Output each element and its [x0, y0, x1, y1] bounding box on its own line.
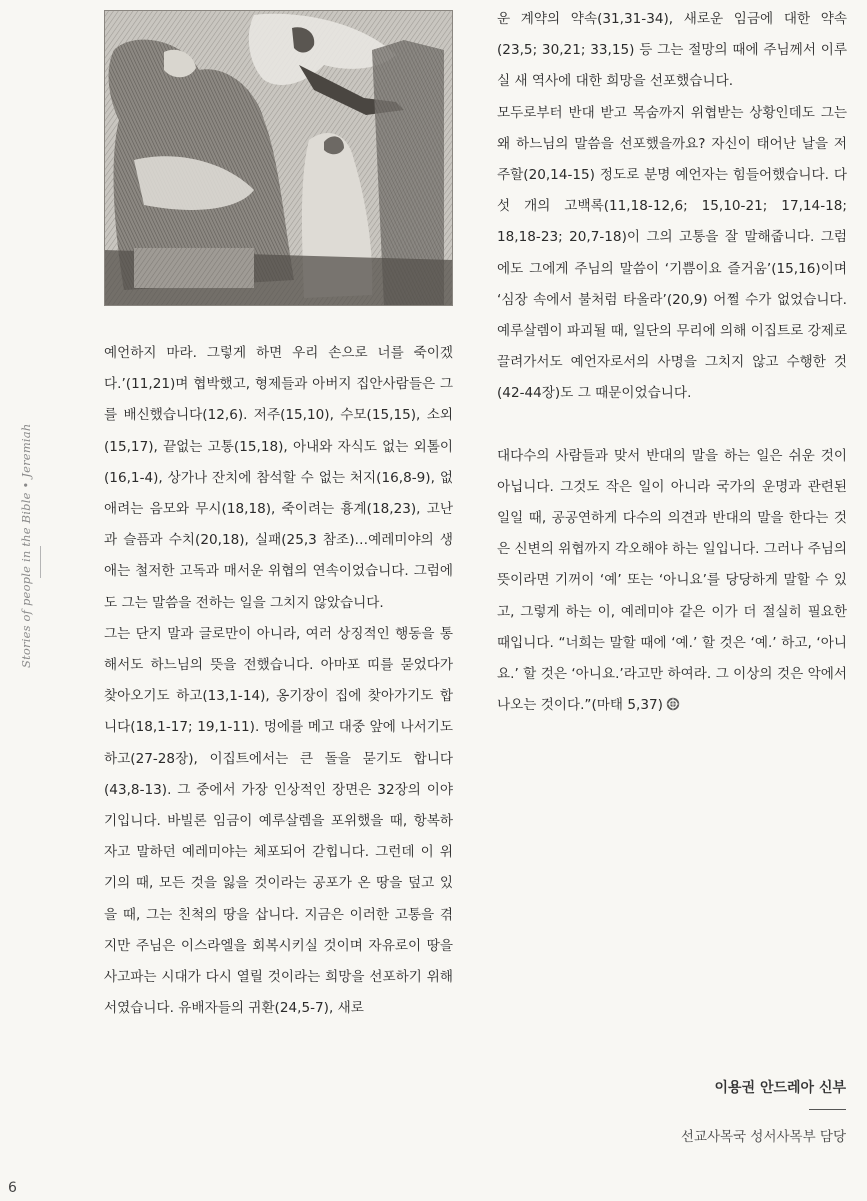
body-paragraph — [497, 441, 847, 722]
series-title: Stories of people in the Bible — [19, 492, 33, 668]
paragraph-gap — [497, 410, 847, 441]
author-name: 이용권 안드레아 신부 — [714, 1080, 846, 1096]
bullet-separator: • — [19, 481, 33, 489]
right-text-column — [497, 4, 847, 721]
body-paragraph: 운 계약의 약속(31,31-34), 새로운 임금에 대한 약속(23,5; 30,21; 33,15) 등 그는 절망의 때에 주님께서 이루실 새 역사에 대한 희망을 선포했습니다. — [497, 11, 847, 90]
author-role: 선교사목국 성서사목부 담당 — [680, 1129, 846, 1145]
jeremiah-engraving-illustration — [104, 10, 453, 306]
end-mark-icon — [666, 692, 680, 706]
page-number: 6 — [8, 1180, 17, 1196]
left-text-column — [104, 338, 453, 1024]
body-paragraph: 예언하지 마라. 그렇게 하면 우리 손으로 너를 죽이겠다.’(11,21)며 협박했고, 형제들과 아버지 집안사람들은 그를 배신했습니다(12,6). 저주(15,10), 수모(15,15), 소외(15,17), 끝없는 고통(15,18), 아내와 자식도 없는 외톨이(16,1-4), 상가나 잔치에 참석할 수 없는 처지(16,8-9), 없애려는 음모와 무시(18,18), 죽이려는 흉계(18,23), 고난과 슬픔과 수치(20,18), 실패(25,3 참조)…예레미야의 생애는 철저한 고독과 매서운 위협의 연속이었습니다. 그럼에도 그는 말씀을 전하는 일을 그치지 않았습니다. — [104, 345, 453, 611]
closing-quote-text: 대다수의 사람들과 맞서 반대의 말을 하는 일은 쉬운 것이 아닙니다. 그것도 작은 일이 아니라 국가의 운명과 관련된 일일 때, 공공연하게 다수의 의견과 반대의 말을 한다는 것은 신변의 위협까지 각오해야 하는 일입니다. 그러나 주님의 뜻이라면 기꺼이 ‘예’ 또는 ‘아니요’를 당당하게 말할 수 있고, 그렇게 하는 이, 예레미야 같은 이가 더 절실히 필요한 때입니다. “너희는 말할 때에 ‘예.’ 할 것은 ‘예.’ 하고, ‘아니요.’ 할 것은 ‘아니요.’라고만 하여라. 그 이상의 것은 악에서 나오는 것이다.”(마태 5,37) — [497, 447, 847, 714]
author-divider — [809, 1109, 846, 1110]
body-paragraph: 모두로부터 반대 받고 목숨까지 위협받는 상황인데도 그는 왜 하느님의 말씀을 선포했을까요? 자신이 태어난 날을 저주할(20,14-15) 정도로 분명 예언자는 힘들어했습니다. 다섯 개의 고백록(11,18-12,6; 15,10-21; 17,14-18; 18,18-23; 20,7-18)이 그의 고통을 잘 말해줍니다. 그럼에도 그에게 주님의 말씀이 ‘기쁨이요 즐거움’(15,16)이며 ‘심장 속에서 불처럼 타올라’(20,9) 어쩔 수가 없었습니다. 예루살렘이 파괴될 때, 일단의 무리에 의해 이집트로 강제로 끌려가서도 예언자로서의 사명을 그치지 않고 수행한 것(42-44장)도 그 때문이었습니다. — [497, 104, 847, 402]
topic-title: Jeremiah — [19, 423, 33, 478]
body-paragraph: 그는 단지 말과 글로만이 아니라, 여러 상징적인 행동을 통해서도 하느님의 뜻을 전했습니다. 아마포 띠를 묻었다가 찾아오기도 하고(13,1-14), 옹기장이 집에 찾아가기도 합니다(18,1-17; 19,1-11). 멍에를 메고 대중 앞에 나서기도 하고(27-28장), 이집트에서는 큰 돌을 묻기도 합니다(43,8-13). 그 중에서 가장 인상적인 장면은 32장의 이야기입니다. 바빌론 임금이 예루살렘을 포위했을 때, 항복하자고 말하던 예레미야는 체포되어 갇힙니다. 그런데 이 위기의 때, 모든 것을 잃을 것이라는 공포가 온 땅을 덮고 있을 때, 그는 친척의 땅을 삽니다. 지금은 이러한 고통을 겪지만 주님은 이스라엘을 회복시키실 것이며 자유로이 땅을 사고파는 시대가 다시 열릴 것이라는 희망을 선포하기 위해서였습니다. 유배자들의 귀환(24,5-7), 새로 — [104, 625, 453, 1017]
vertical-series-label — [19, 424, 33, 668]
sidebar-divider — [40, 546, 41, 578]
